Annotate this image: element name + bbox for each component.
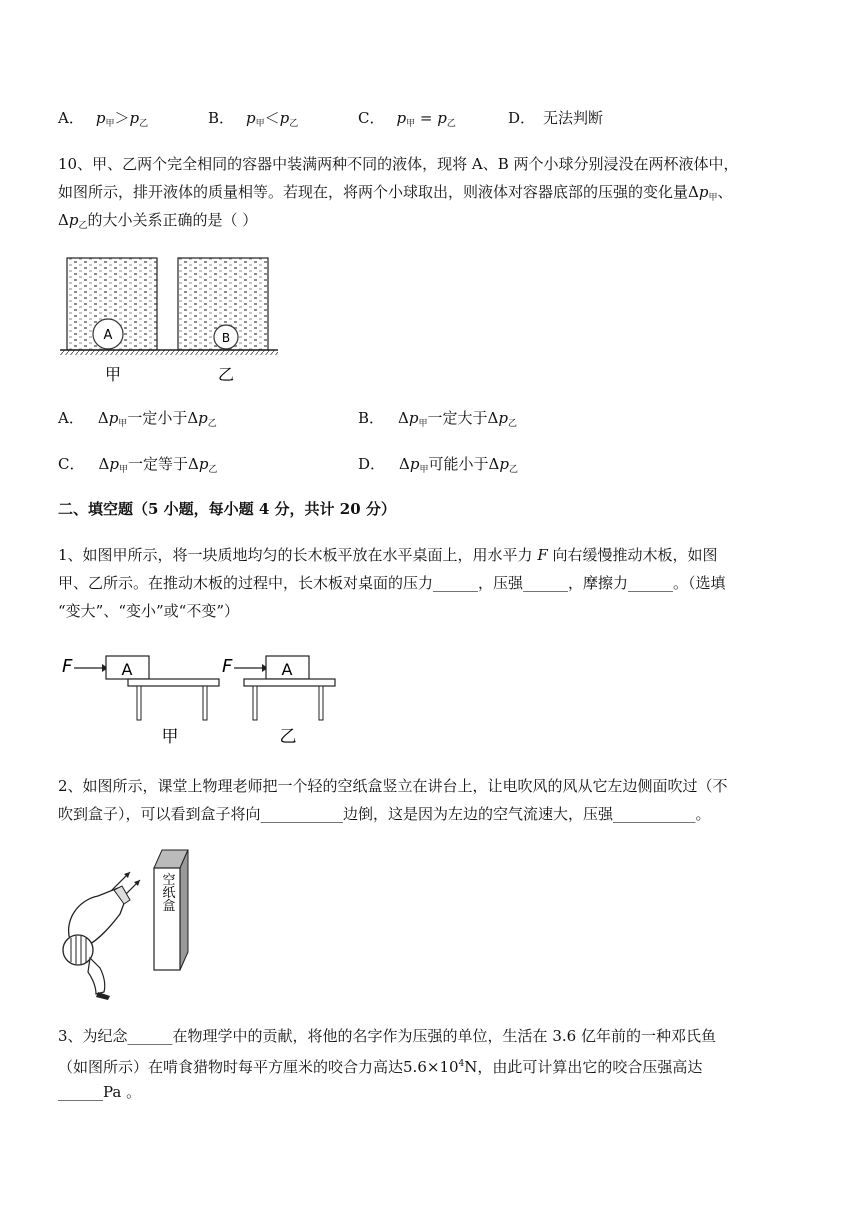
hair-dryer-icon bbox=[63, 886, 130, 1000]
ball-a-label: A bbox=[103, 328, 113, 343]
label-jia: 甲 bbox=[161, 727, 179, 747]
fq1-line2: 甲、乙所示。在推动木板的过程中，长木板对桌面的压力______，压强______，摩擦力______。（选填 bbox=[58, 574, 726, 592]
q10-option-d: D． $\Delta p_甲$可能小于$\Delta p_乙$ bbox=[358, 455, 518, 475]
table-leg bbox=[253, 686, 257, 720]
force-label: F bbox=[222, 656, 233, 677]
q10-option-c: C． $\Delta p_甲$一定等于$\Delta p_乙$ bbox=[58, 455, 218, 475]
container-right bbox=[178, 258, 268, 350]
q9-option-a: A． $p_甲>p_乙$ bbox=[58, 109, 149, 129]
table-top bbox=[244, 679, 335, 686]
fq3-line2: （如图所示）在啃食猎物时每平方厘米的咬合力高达$5.6\times 10^4N$，由此可计算出它的咬合压强高达 bbox=[58, 1058, 703, 1076]
section2-heading: 二、填空题（5 小题，每小题 4 分，共计 20 分） bbox=[58, 500, 396, 518]
svg-text:A: A bbox=[121, 660, 133, 679]
q10-line2: 如图所示，排开液体的质量相等。若现在，将两个小球取出，则液体对容器底部的压强的变化量$\Delta p_甲$、 bbox=[58, 183, 733, 203]
fq2-hairdryer-figure bbox=[58, 840, 198, 1005]
label-yi: 乙 bbox=[217, 365, 235, 384]
q10-line3: $\Delta p_乙$的大小关系正确的是（ ） bbox=[58, 211, 258, 231]
label-yi: 乙 bbox=[279, 727, 297, 747]
fq1-table-figure bbox=[58, 648, 348, 748]
fq3-line3: ______Pa 。 bbox=[58, 1083, 142, 1101]
fq3-line1: 3、为纪念______在物理学中的贡献，将他的名字作为压强的单位，生活在 3.6 亿年前的一种邓氏鱼 bbox=[58, 1027, 716, 1045]
table-leg bbox=[319, 686, 323, 720]
table-leg bbox=[203, 686, 207, 720]
container-left bbox=[67, 258, 157, 350]
figure-jia bbox=[62, 656, 219, 747]
fq1-line1: 1、如图甲所示，将一块质地均匀的长木板平放在水平桌面上，用水平力 F 向右缓慢推动木板，如图 bbox=[58, 546, 718, 564]
ball-b-label: B bbox=[221, 331, 231, 345]
q9-option-c: C． $p_甲 = p_乙$ bbox=[358, 109, 456, 129]
fq2-line1: 2、如图所示，课堂上物理老师把一个轻的空纸盒竖立在讲台上，让电吹风的风从它左边侧面吹过（不 bbox=[58, 777, 728, 795]
table-leg bbox=[137, 686, 141, 720]
q9-option-b: B． $p_甲<p_乙$ bbox=[208, 109, 299, 129]
ground-hatch bbox=[60, 350, 278, 355]
table-top bbox=[128, 679, 219, 686]
svg-text:A: A bbox=[281, 660, 293, 679]
fq2-line2: 吹到盒子），可以看到盒子将向___________边倒，这是因为左边的空气流速大，压强___________。 bbox=[58, 805, 711, 823]
label-jia: 甲 bbox=[104, 365, 122, 384]
fq1-line3: “变大”、“变小”或“不变”） bbox=[58, 602, 240, 620]
q10-option-b: B． $\Delta p_甲$一定大于$\Delta p_乙$ bbox=[358, 409, 517, 429]
q9-option-d: D． 无法判断 bbox=[508, 109, 604, 127]
box-label: 空纸盒 bbox=[159, 872, 175, 912]
q10-line1: 10、甲、乙两个完全相同的容器中装满两种不同的液体，现将 A、B 两个小球分别浸没在两杯液体中， bbox=[58, 155, 739, 173]
q10-containers-figure bbox=[58, 250, 288, 390]
q10-option-a: A． $\Delta p_甲$一定小于$\Delta p_乙$ bbox=[58, 409, 217, 429]
figure-yi bbox=[222, 656, 335, 747]
force-label: F bbox=[62, 656, 73, 677]
